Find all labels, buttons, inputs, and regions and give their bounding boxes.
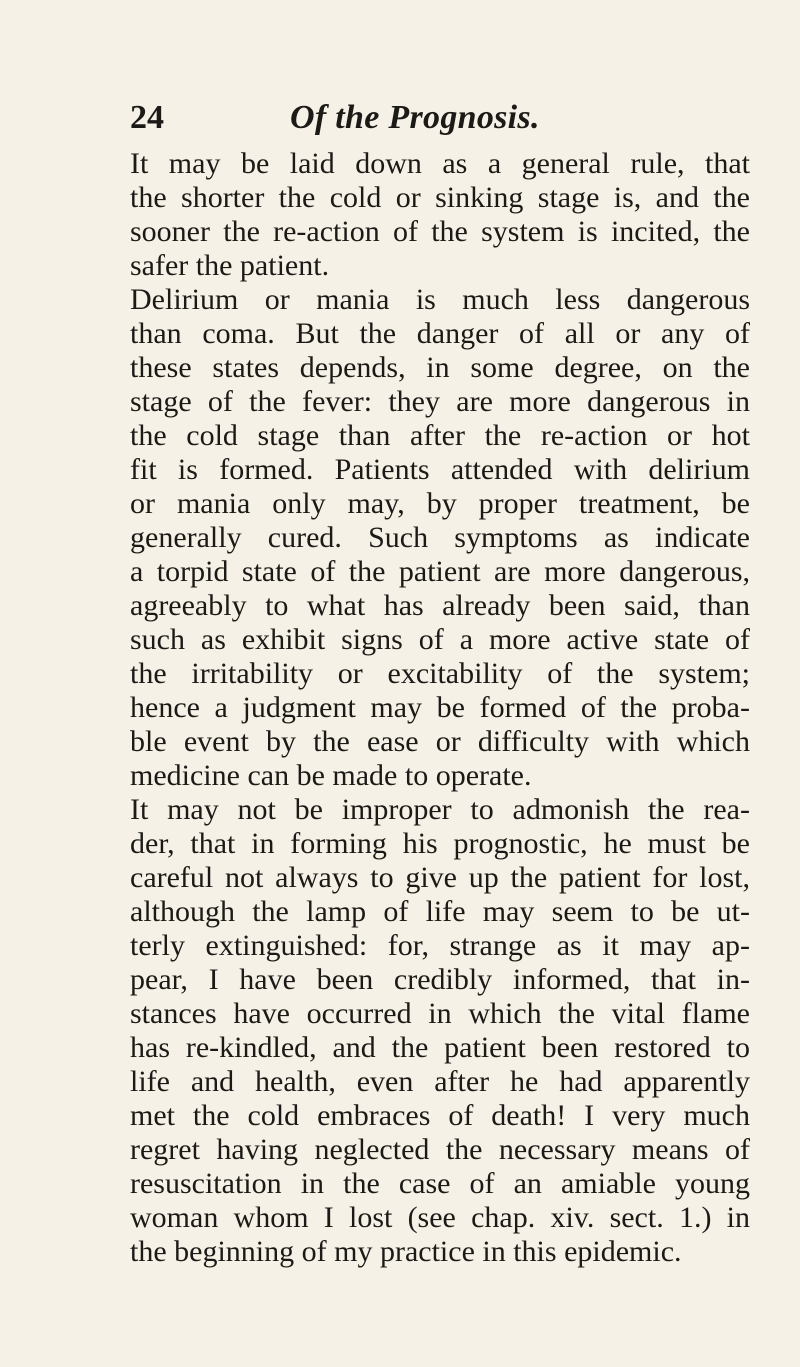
text-line: these states depends, in some degree, on the xyxy=(130,351,750,384)
text-line: safer the patient. xyxy=(130,249,330,282)
text-line: der, that in forming his prognostic, he must be xyxy=(130,827,750,860)
paragraph xyxy=(130,147,750,283)
text-line: the shorter the cold or sinking stage is, and the xyxy=(130,181,750,214)
text-line: woman whom I lost (see chap. xiv. sect. 1.) in xyxy=(130,1201,750,1234)
text-line: medicine can be made to operate. xyxy=(130,759,532,792)
text-line: terly extinguished: for, strange as it may ap- xyxy=(130,929,750,962)
running-head xyxy=(130,96,750,140)
text-line: although the lamp of life may seem to be ut- xyxy=(130,895,750,928)
text-line: ble event by the ease or difficulty with which xyxy=(130,725,750,758)
text-line: regret having neglected the necessary means of xyxy=(130,1133,750,1166)
text-line: has re-kindled, and the patient been restored to xyxy=(130,1031,750,1064)
text-line: the irritability or excitability of the system; xyxy=(130,657,750,690)
text-line: stances have occurred in which the vital flame xyxy=(130,997,750,1030)
text-line: or mania only may, by proper treatment, be xyxy=(130,487,750,520)
text-line: met the cold embraces of death! I very much xyxy=(130,1099,750,1132)
text-line: agreeably to what has already been said, than xyxy=(130,589,750,622)
text-line: the cold stage than after the re-action or hot xyxy=(130,419,750,452)
page-number: 24 xyxy=(130,99,164,136)
text-line: sooner the re-action of the system is incited, the xyxy=(130,215,750,248)
text-line: Delirium or mania is much less dangerous xyxy=(130,283,750,316)
paragraph xyxy=(130,283,750,793)
text-line: life and health, even after he had apparently xyxy=(130,1065,750,1098)
text-line: such as exhibit signs of a more active state of xyxy=(130,623,750,656)
chapter-title: Of the Prognosis. xyxy=(290,99,540,136)
text-line: than coma. But the danger of all or any of xyxy=(130,317,750,350)
text-line: the beginning of my practice in this epidemic. xyxy=(130,1235,682,1268)
body-text xyxy=(130,147,750,1269)
text-line: It may not be improper to admonish the rea- xyxy=(130,793,750,826)
text-line: hence a judgment may be formed of the proba- xyxy=(130,691,750,724)
paragraph xyxy=(130,793,750,1269)
text-line: resuscitation in the case of an amiable young xyxy=(130,1167,750,1200)
text-line: careful not always to give up the patient for lost, xyxy=(130,861,750,894)
text-line: fit is formed. Patients attended with delirium xyxy=(130,453,750,486)
text-line: It may be laid down as a general rule, that xyxy=(130,147,750,180)
text-line: stage of the fever: they are more dangerous in xyxy=(130,385,750,418)
text-line: a torpid state of the patient are more dangerous, xyxy=(130,555,750,588)
text-line: generally cured. Such symptoms as indicate xyxy=(130,521,750,554)
text-line: pear, I have been credibly informed, that in- xyxy=(130,963,750,996)
